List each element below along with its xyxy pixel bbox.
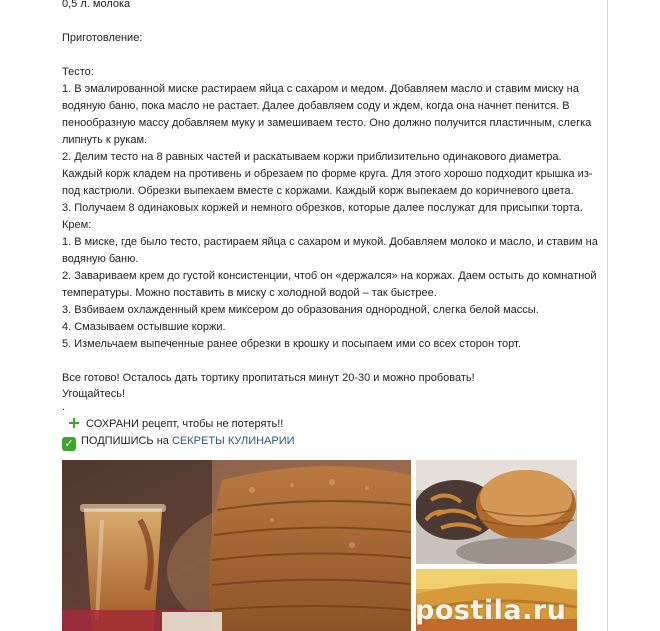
text-line: липнуть к рукам. [62, 134, 148, 146]
content-border [607, 0, 608, 631]
text-line: Приготовление: [62, 32, 143, 44]
text-line: водяную баню, пока масло не растает. Далее добавляем соду и ждем, когда она начнет пенится. В [62, 100, 570, 112]
photo-baked-layers[interactable] [416, 460, 577, 564]
text-line: Крем: [62, 219, 92, 231]
text-line: 4. Смазываем остывшие коржи. [62, 321, 226, 333]
text-line: 1. В эмалированной миске растираем яйца с сахаром и медом. Добавляем масло и ставим миску на [62, 83, 579, 95]
text-line: под кастрюли. Обрезки выпекаем вместе с коржами. Каждый корж выпекаем до коричневого цвета. [62, 185, 574, 197]
text-line: 3. Получаем 8 одинаковых коржей и немного обрезков, которые далее послужат для присыпки торта. [62, 202, 583, 214]
save-recipe-text: СОХРАНИ рецепт, чтобы не потерять!! [86, 418, 284, 430]
text-line: 2. Завариваем крем до густой консистенции, чтоб он «держался» на коржах. Даем остыть до комнатной [62, 270, 597, 282]
photo-tea-and-cake-image [62, 460, 411, 631]
photo-baked-layers-image [416, 460, 577, 564]
text-line: Каждый корж кладем на противень и обрезаем по форме круга. Для этого хорошо подходит крышка из- [62, 168, 593, 180]
text-line: 2. Делим тесто на 8 равных частей и раскатываем коржи приблизительно одинакового диаметра. [62, 151, 562, 163]
plus-icon [68, 417, 80, 429]
watermark: postila.ru [415, 595, 567, 626]
subscribe-prefix: ПОДПИШИСЬ на [81, 435, 172, 447]
text-line: 5. Измельчаем выпеченные ранее обрезки в крошку и посыпаем ими со всех сторон торт. [62, 338, 521, 350]
text-line: водяную баню. [62, 253, 139, 265]
text-line: Тесто: [62, 66, 94, 78]
text-line: температуры. Можно поставить в миску с холодной водой – так быстрее. [62, 287, 437, 299]
text-line: 3. Взбиваем охлажденный крем миксером до образования однородной, слегка белой массы. [62, 304, 539, 316]
text-line: пенообразную массу добавляем муку и замешиваем тесто. Оно должно получится пластичным, слегка [62, 117, 592, 129]
text-line: Угощайтесь! [62, 388, 126, 400]
save-recipe-line [68, 417, 283, 431]
checkmark-icon: ✓ [62, 437, 76, 451]
photo-tea-and-cake[interactable] [62, 460, 411, 631]
text-line: Все готово! Осталось дать тортику пропитаться минут 20-30 и можно пробовать! [62, 372, 475, 384]
subscribe-line [62, 434, 295, 448]
community-link[interactable]: СЕКРЕТЫ КУЛИНАРИИ [171, 435, 295, 447]
text-line: 1. В миске, где было тесто, растираем яйца с сахаром и мукой. Добавляем молоко и масло, и ставим на [62, 236, 598, 248]
text-line: . [62, 401, 66, 413]
text-line: 0,5 л. молока [62, 0, 131, 10]
